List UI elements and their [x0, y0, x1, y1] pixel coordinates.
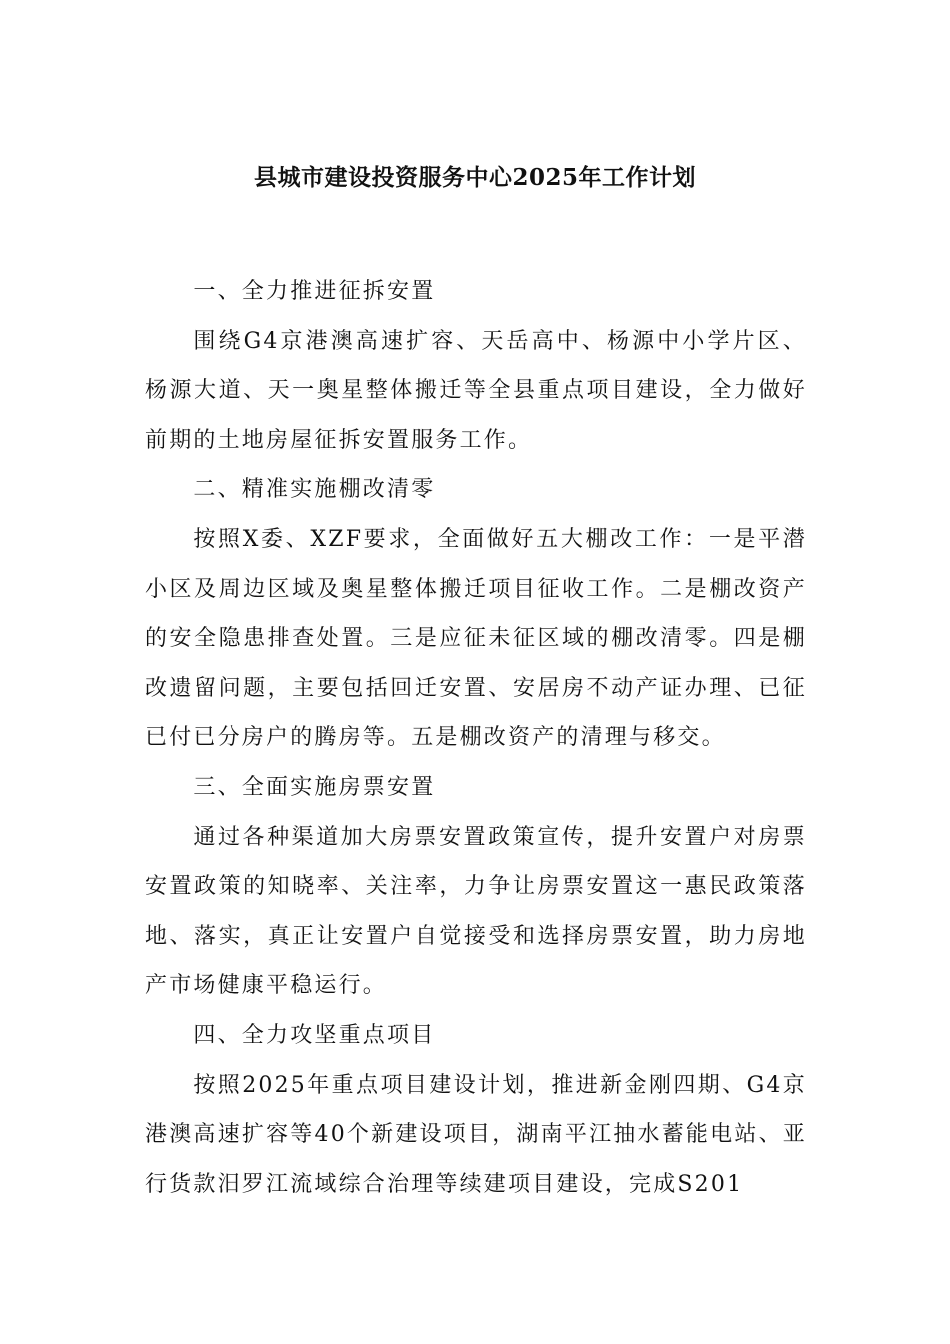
section-paragraph: 按照2025年重点项目建设计划，推进新金刚四期、G4京港澳高速扩容等40个新建设项目，湖南平江抽水蓄能电站、亚行货款汨罗江流域综合治理等续建项目建设，完成S201	[145, 1072, 807, 1197]
section-paragraph: 按照X委、XZF要求，全面做好五大棚改工作：一是平潜小区及周边区域及奥星整体搬迁项目征收工作。二是棚改资产的安全隐患排查处置。三是应征未征区域的棚改清零。四是棚改遗留问题，主要包括回迁安置、安居房不动产证办理、已征已付已分房户的腾房等。五是棚改资产的清理与移交。	[145, 526, 807, 751]
section-heading: 三、全面实施房票安置	[193, 774, 436, 800]
section-heading: 四、全力攻坚重点项目	[193, 1022, 436, 1048]
section-heading: 一、全力推进征拆安置	[193, 279, 436, 304]
section-heading: 二、精准实施棚改清零	[193, 477, 436, 503]
document-title: 县城市建设投资服务中心2025年工作计划	[253, 164, 696, 191]
document-body	[145, 267, 807, 1209]
section-paragraph: 围绕G4京港澳高速扩容、天岳高中、杨源中小学片区、杨源大道、天一奥星整体搬迁等全县重点项目建设，全力做好前期的土地房屋征拆安置服务工作。	[145, 328, 807, 453]
section-paragraph: 通过各种渠道加大房票安置政策宣传，提升安置户对房票安置政策的知晓率、关注率，力争让房票安置这一惠民政策落地、落实，真正让安置户自觉接受和选择房票安置，助力房地产市场健康平稳运行。	[145, 824, 807, 999]
